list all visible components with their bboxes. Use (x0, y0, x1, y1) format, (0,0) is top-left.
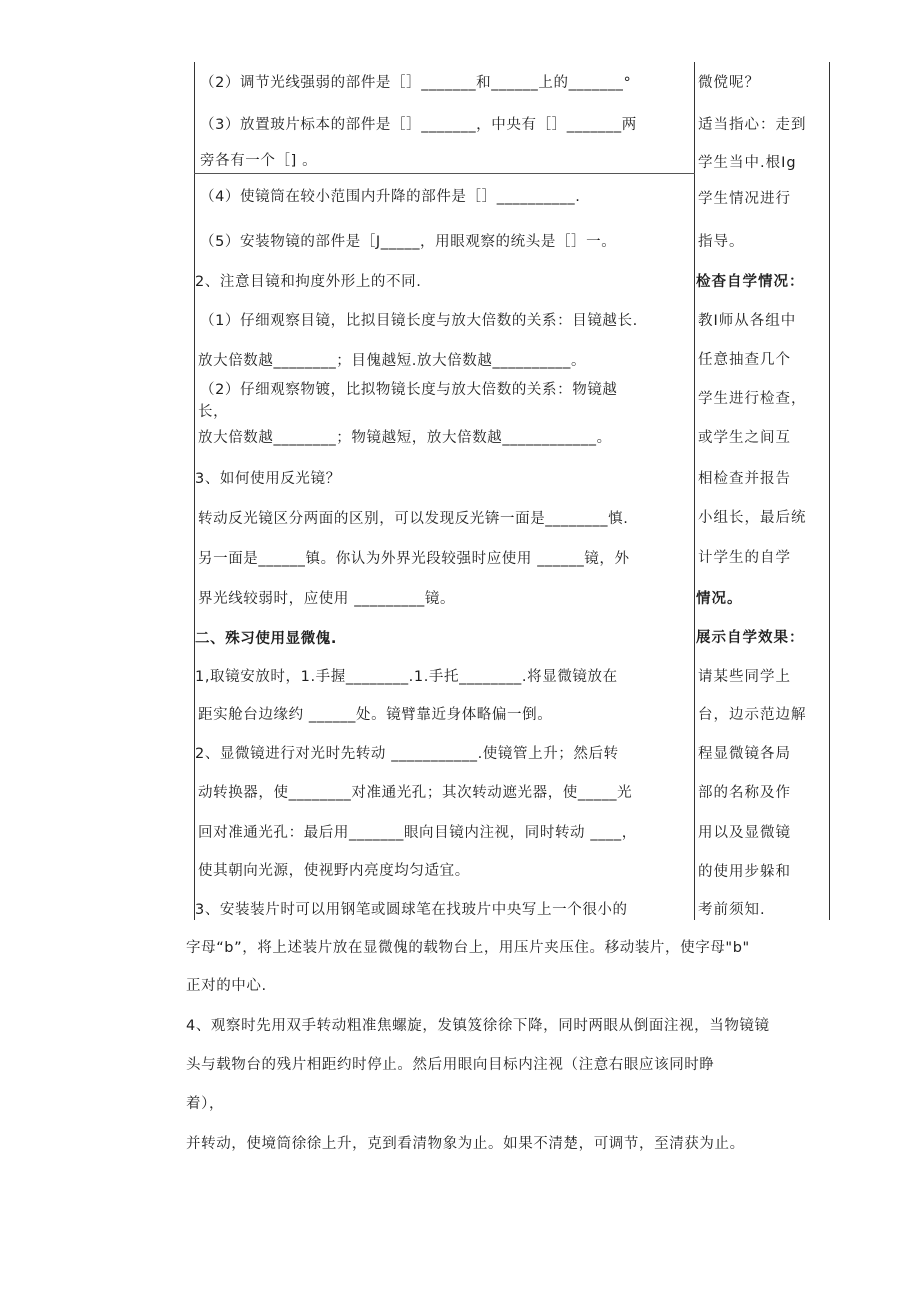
note-line-1: 微傥呢？ (698, 75, 760, 91)
note-line-16: 请某些同学上 (698, 669, 791, 685)
text-line-mirror-2: 另一面是______镇。你认为外界光段较强时应使用 ______镜，外 (198, 551, 630, 567)
table-right-border (829, 62, 830, 920)
note-line-10: 或学生之间互 (698, 430, 791, 446)
text-line-mirror-question: 3、如何使用反光镜？ (195, 471, 341, 487)
text-line-stage: （3）放置玻片标本的部件是［］_______，中央有［］_______两 (200, 117, 637, 133)
text-line-eyepiece: （1）仔细观察目镜，比拟目镜长度与放大倍数的关系：目镜越长. (200, 313, 638, 329)
note-line-19: 部的名称及作 (698, 785, 791, 801)
text-line-eyepiece-cont: 放大倍数越________；目傀越短.放大倍数越__________。 (198, 353, 587, 369)
text-line-take-microscope-cont: 距实舱台边缘约 ______处。镜臂靠近身体略偏一倒。 (198, 707, 553, 723)
text-line-letter-b: 字母“b”，将上述装片放在显微傀的载物台上，用压片夹压住。移动装片，使字母"b" (186, 940, 750, 956)
note-line-22: 考前须知. (698, 902, 766, 918)
text-line-fine-focus: （4）使镜筒在较小范围内升降的部件是［］__________. (200, 189, 581, 205)
note-line-9: 学生进行检查， (698, 391, 807, 407)
text-line-objective-cont: 放大倍数越________；物镜越短，放大倍数越____________。 (198, 430, 612, 446)
text-line-adjust-light: （2）调节光线强弱的部件是［］_______和______上的_______° (200, 75, 632, 91)
text-line-slide-mount: 3、安装装片时可以用钢笔或圆球笔在找玻片中央写上一个很小的 (195, 902, 628, 918)
text-line-mirror-3: 界光线较弱时，应使用 _________镜。 (198, 591, 456, 607)
note-show-heading: 展示自学效果： (696, 630, 805, 646)
text-line-observe-2: 头与载物台的残片相距约时停止。然后用眼向目标内注视（注意右眼应该同时睁 (186, 1057, 715, 1073)
note-line-7: 教I师从各组中 (698, 313, 797, 329)
text-line-objective-wrap: 长， (198, 404, 229, 420)
note-line-13: 计学生的自学 (698, 550, 791, 566)
note-line-14: 情况。 (696, 591, 743, 607)
note-line-4: 学生情况进行 (698, 191, 791, 207)
text-line-centered: 正对的中心. (186, 978, 267, 994)
note-line-5: 指导。 (698, 234, 745, 250)
note-line-3: 学生当中.根Ig (698, 155, 797, 171)
text-line-nosepiece: （5）安装物镜的部件是［J_____，用眼观察的统头是［］一。 (200, 234, 617, 250)
table-middle-divider (694, 62, 695, 920)
note-line-18: 程显微镜各局 (698, 746, 791, 762)
text-line-light-adjust-2: 动转换器，使________对准通光孔；其次转动遮光器，使_____光 (198, 785, 633, 801)
text-line-take-microscope: 1,取镜安放时，1.手握________.1.手托________.将显微镜放在 (195, 669, 618, 685)
note-check-heading: 检杳自学情况： (696, 274, 805, 290)
table-left-border (194, 62, 195, 920)
text-line-observe-4: 并转动，使境筒徐徐上升，克到看清物象为止。如果不清楚，可调节，至清获为止。 (186, 1136, 745, 1152)
text-line-light-adjust-1: 2、显微镜进行对光时先转动 ___________.使镜管上升；然后转 (195, 746, 619, 762)
note-line-17: 台，边示范边解 (698, 707, 807, 723)
text-line-lens-shapes: 2、注意目镜和拘度外形上的不同. (195, 274, 422, 290)
text-line-light-adjust-4: 使其朝向光源，使视野内亮度均匀适宜。 (198, 863, 470, 879)
text-line-stage-cont: 旁各有一个［] 。 (200, 153, 318, 169)
text-line-light-adjust-3: 回对准通光孔：最后用_______眼向目镜内注视，同时转动 ____， (198, 825, 637, 841)
note-line-11: 相检查并报告 (698, 471, 791, 487)
section-heading-practice: 二、殊习使用显微傀. (195, 631, 338, 647)
text-line-observe-3: 着）， (186, 1096, 225, 1112)
note-line-12: 小组长，最后统 (698, 510, 807, 526)
text-line-mirror-1: 转动反光镜区分两面的区别，可以发现反光锛一面是________慎. (198, 511, 629, 527)
note-line-20: 用以及显微镜 (698, 825, 791, 841)
text-line-objective: （2）仔细观察物镀，比拟物镜长度与放大倍数的关系：物镜越 (200, 382, 618, 398)
table-row-divider (194, 173, 695, 174)
text-line-observe-1: 4、观察时先用双手转动粗准焦螺旋，发镇笈徐徐下降，同时两眼从倒面注视，当物镜镜 (186, 1018, 770, 1034)
note-guidance-heading: 适当指心：走到 (698, 117, 807, 133)
note-line-8: 任意抽查几个 (698, 352, 791, 368)
note-line-21: 的使用步躲和 (698, 864, 791, 880)
